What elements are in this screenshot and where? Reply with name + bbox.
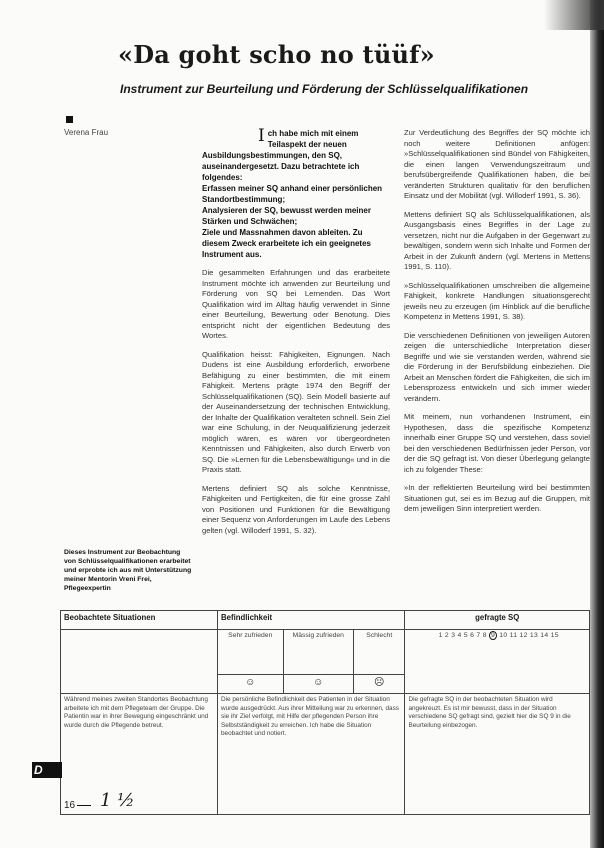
drop-cap: I (258, 128, 265, 146)
situation-description: Während meines zweiten Standortes Beobachtung arbeitete ich mit dem Pflegeteam der Gruppe. Die Patientin war in ihrer Bewegung eingeschränkt und wurde durch die Pflegende betreut. (61, 694, 218, 815)
neutral-face-icon: ☺ (283, 675, 353, 694)
sq-number: 14 (540, 632, 549, 639)
intro-item-2: Analysieren der SQ, bewusst werden meiner Stärken und Schwächen; (202, 206, 371, 226)
figure-caption: Dieses Instrument zur Beobachtung von Schlüsselqualifikationen erarbeitet und erprobte ich aus mit Unterstützung meiner Mentorin Vreni Frei, Pflegeexpertin (64, 549, 192, 592)
sq-description: Die gefragte SQ in der beobachteten Situation wird angekreuzt. Es ist mir bewusst, dass in der Situation verschiedene SQ gefragt sind, gezielt hier die SQ 9 in die Beurteilung einbezogen. (405, 694, 590, 815)
section-marker (66, 116, 73, 123)
sq-number: 15 (550, 632, 559, 639)
body-paragraph: Die gesammelten Erfahrungen und das erarbeitete Instrument möchte ich anwenden zur Beurteilung und Förderung von SQ bei Lernenden. Das Wort Qualifikation wird im Alltag häufig verwendet in Sinne einer Beurteilung, Bewertung oder Benotung. Dies entspricht nicht der eigentlichen Bedeutung des Wortes. (202, 268, 390, 340)
article-title: «Da goht scho no tüüf» (118, 40, 435, 69)
sq-number: 4 (457, 632, 462, 639)
header-gefragte-sq: gefragte SQ (405, 611, 590, 630)
page-edge-shadow (590, 0, 604, 848)
befindlichkeit-description: Die persönliche Befindlichkeit des Patienten in der Situation wurde ausgedrückt. Aus ihrer Mitteilung war zu erkennen, dass sie ihr Ziel verfolgt, mit Hilfe der pflegenden Person ihre Selbstständigkeit zu erreichen. Ich habe die Situation beobachtet und notiert. (218, 694, 405, 815)
intro-block (202, 128, 390, 260)
handwritten-mark: 1 ½ (100, 790, 135, 811)
sq-number: 11 (509, 632, 518, 639)
body-paragraph: Mit meinem, nun vorhandenen Instrument, ein Hypothesen, dass die spezifische Kompetenz innerhalb einer Gruppe SQ und verstehen, dass soviel bei den verschiedenen Bedürfnissen jeder Person, vor der die SQ gefragt ist. Von dieser Überlegung gelangte ich zu folgender These: (404, 412, 590, 474)
sq-number: 1 (438, 632, 443, 639)
page-number (64, 800, 93, 811)
body-paragraph: »In der reflektierten Beurteilung wird bei bestimmten Situationen gut, sei es im Bezug auf die Gruppen, mit dem jeweiligen Sinn interpretiert werden. (404, 483, 590, 513)
sq-number-circled: 9 (491, 632, 496, 639)
body-paragraph: Qualifikation heisst: Fähigkeiten, Eignungen. Nach Dudens ist eine Ausbildung erforderlich, erworbene Befähigung zu einer bestimmten, die mit einem Fähigkeit. Mertens prägte 1974 den Begriff der Schlüsselqualifikationen (SQ). Sein Modell basierte auf der Auseinandersetzung der technischen Entwicklung, der Inhalte der Qualifikation veralteten schnell. Sein Ziel war eine Schulung, in der Neuqualifizierung jederzeit möglich wären, es wären vor übergeordneten Kenntnissen und Fähigkeiten, also durch Erwerb von SQ. Die »Lernen für die Lebensbewältigung« und in die Praxis statt. (202, 349, 390, 474)
sq-number: 3 (451, 632, 456, 639)
section-tab-d: D (32, 762, 62, 778)
body-paragraph: Mettens definiert SQ als Schlüsselqualifikationen, als Ausgangsbasis eines Begriffes in der Lage zu versetzen, nicht nur die Aufgaben in der Gegenwart zu bewältigen, sondern wenn sich Inhalte und Formen der Arbeit in der Zukunft ändern (vgl. Mertens in Mettens 1991, S. 110). (404, 209, 590, 271)
dash (77, 805, 91, 806)
label-maessig-zufrieden: Mässig zufrieden (283, 630, 353, 675)
intro-item-1: Erfassen meiner SQ anhand einer persönlichen Standortbestimmung; (202, 184, 383, 204)
label-schlecht: Schlecht (354, 630, 405, 675)
sq-number: 6 (470, 632, 475, 639)
body-paragraph: Mertens definiert SQ als solche Kenntnisse, Fähigkeiten und Fertigkeiten, die für eine grosse Zahl von Positionen und Funktionen für die Bewältigung einer Sequenz von Anforderungen im Laufe des Lebens gelten (vgl. Willoderf 1991, S. 32). (202, 483, 390, 535)
intro-item-3: Ziele und Massnahmen davon ableiten. Zu diesem Zweck erarbeitete ich ein geeignetes Instrument aus. (202, 228, 371, 259)
body-column-right (404, 128, 590, 606)
sq-number: 13 (529, 632, 539, 639)
sq-number: 5 (463, 632, 468, 639)
body-paragraph: Die verschiedenen Definitionen von jeweiligen Autoren zeigen die unterschiedliche Interpretation dieser Begriffe und wie sie verstanden werden, während sie die Förderung in der Berufsbildung einbeziehen. Die Arbeit an Menschen fördert die Fähigkeiten, die sich im Lebensprozess entwickeln und sich immer wieder verändern. (404, 330, 590, 403)
body-column-middle (202, 128, 390, 598)
header-situations: Beobachtete Situationen (61, 611, 218, 630)
label-sehr-zufrieden: Sehr zufrieden (218, 630, 284, 675)
sq-number: 2 (444, 632, 450, 639)
table-sub-row (61, 630, 590, 675)
page-corner-shadow (544, 0, 604, 30)
sq-number: 8 (482, 632, 487, 639)
author-name: Verena Frau (64, 128, 109, 137)
sq-scale (405, 630, 590, 694)
sad-face-icon: ☹ (354, 675, 405, 694)
sq-number: 12 (519, 632, 528, 639)
intro-text: ch habe mich mit einem Teilaspekt der neuen Ausbildungsbestimmungen, den SQ, auseinandergesetzt. Dazu betrachtete ich folgendes: (202, 129, 360, 182)
header-befindlichkeit: Befindlichkeit (218, 611, 405, 630)
sq-number: 10 (499, 632, 508, 639)
observation-table (60, 610, 590, 815)
table-body-row (61, 694, 590, 815)
table-header-row (61, 611, 590, 630)
happy-face-icon: ☺ (218, 675, 284, 694)
page-number-text: 16 (64, 800, 76, 811)
empty-cell (61, 630, 218, 694)
article-subtitle: Instrument zur Beurteilung und Förderung der Schlüsselqualifikationen (120, 82, 529, 96)
body-paragraph: »Schlüsselqualifikationen umschreiben die allgemeine Fähigkeit, konkrete Handlungen situationsgerecht jeweils neu zu erzeugen (im Hinblick auf die berufliche Kompetenz in Mettens 1991, S. 38). (404, 280, 590, 321)
body-paragraph: Zur Verdeutlichung des Begriffes der SQ möchte ich noch weitere Definitionen anfügen: »Schlüsselqualifikationen sind Bündel von Fähigkeiten, die einen langen Verwendungszeitraum und berufsübergreifende Qualifikationen haben, die bei veränderten Strukturen qualitativ für den beruflichen Einsatz und der Mobilität (vgl. Willoderf 1991, S. 36). (404, 128, 590, 200)
sq-number: 7 (476, 632, 481, 639)
